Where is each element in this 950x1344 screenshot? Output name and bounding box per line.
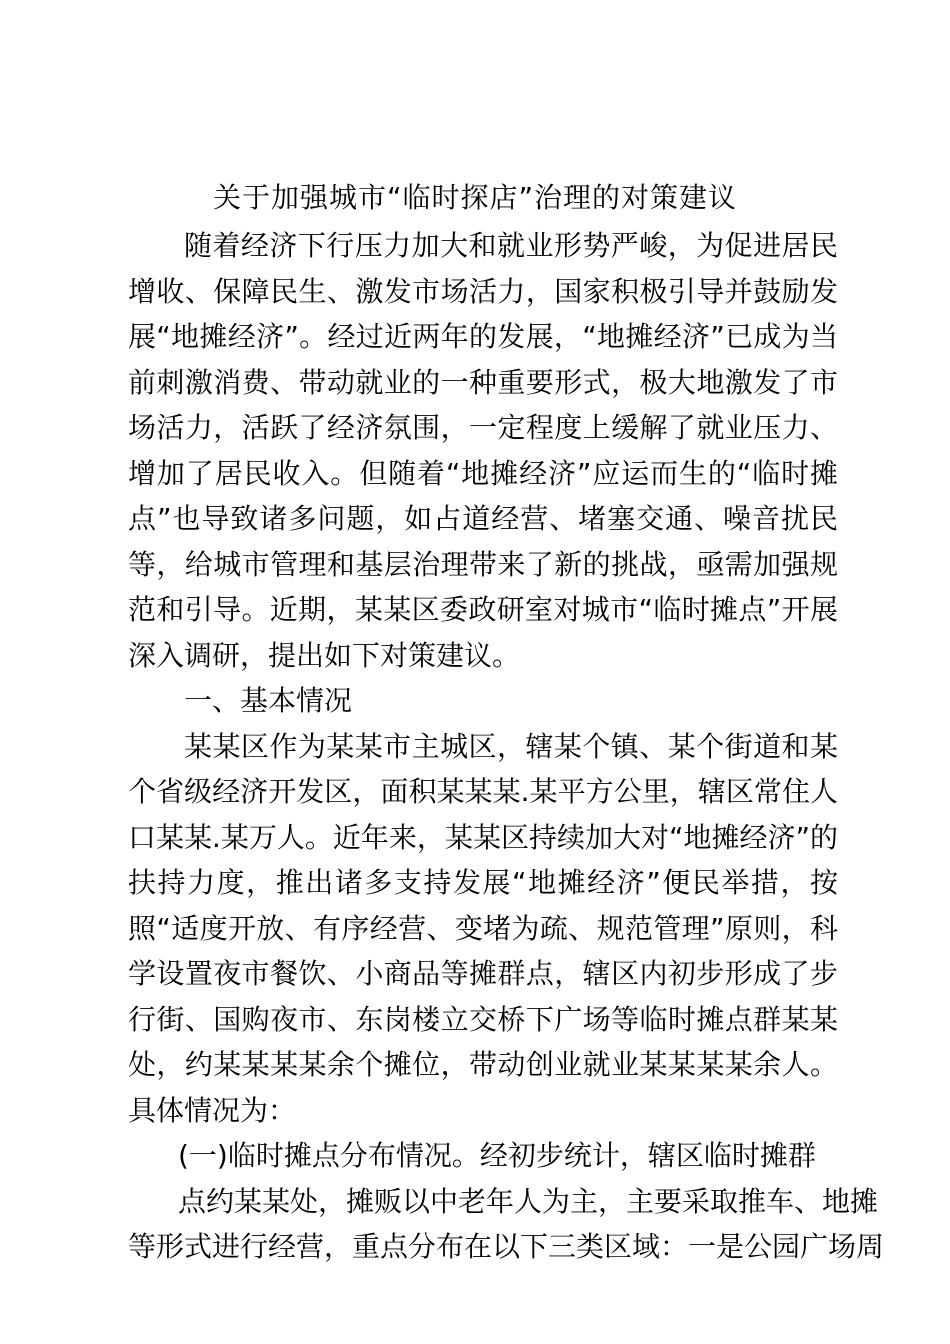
section-heading-basic-situation: 一、基本情况 [184,684,353,717]
document-title: 关于加强城市“临时探店”治理的对策建议 [212,181,737,214]
subsection-distribution-line-1: (一)临时摊点分布情况。经初步统计，辖区临时摊群 [178,1139,816,1172]
document-body [128,223,885,1270]
intro-paragraph: 随着经济下行压力加大和就业形势严峻，为促进居民增收、保障民生、激发市场活力，国家积极引导并鼓励发展“地摊经济”。经过近两年的发展，“地摊经济”已成为当前刺激消费、带动就业的一种重要形式，极大地激发了市场活力，活跃了经济氛围，一定程度上缓解了就业压力、增加了居民收入。但随着“地摊经济”应运而生的“临时摊点”也导致诸多问题，如占道经营、堵塞交通、噪音扰民等，给城市管理和基层治理带来了新的挑战，亟需加强规范和引导。近期，某某区委政研室对城市“临时摊点”开展深入调研，提出如下对策建议。 [128,229,838,672]
subsection-distribution-line-2: 点约某某处，摊贩以中老年人为主，主要采取推车、地摊 [178,1184,879,1218]
subsection-distribution-line-3: 等形式进行经营，重点分布在以下三类区域：一是公园广场周 [128,1230,885,1263]
basic-situation-paragraph: 某某区作为某某市主城区，辖某个镇、某个街道和某个省级经济开发区，面积某某某.某平方公里，辖区常住人口某某.某万人。近年来，某某区持续加大对“地摊经济”的扶持力度，推出诸多支持发展“地摊经济”便民举措，按照“适度开放、有序经营、变堵为疏、规范管理”原则，科学设置夜市餐饮、小商品等摊群点，辖区内初步形成了步行街、国购夜市、东岗楼立交桥下广场等临时摊点群某某处，约某某某某余个摊位，带动创业就业某某某某余人。具体情况为： [128,729,838,1127]
